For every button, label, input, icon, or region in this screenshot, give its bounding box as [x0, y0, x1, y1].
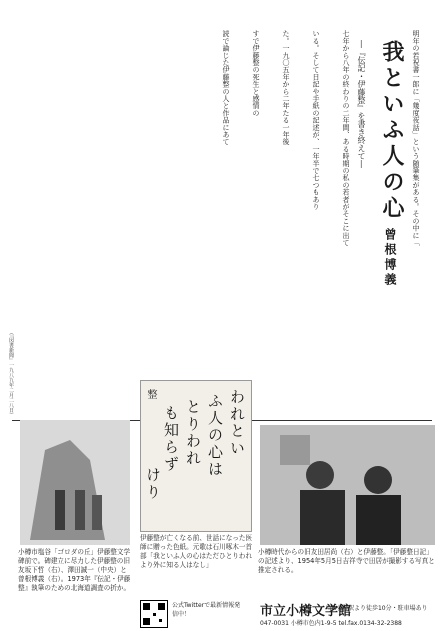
calligraphy-signature: 整 — [145, 389, 156, 401]
portrait-caption: 小樽時代からの旧友田居尚（右）と伊藤整。「伊藤整日記」の記述より、1954年5月5日吉祥寺で田居が撮影する写真と推定される。 — [258, 548, 435, 574]
twitter-notice: 公式Twitterで最新情報発信中！ — [172, 602, 241, 618]
article-title: 我といふ人の心 — [379, 40, 405, 222]
calligraphy-line: われとい — [228, 389, 246, 457]
museum-address: 047-0031 小樽市色内1-9-5 tel.fax.0134-32-2388 — [260, 620, 402, 627]
calligraphy-line: とりわれ — [184, 399, 202, 467]
credit-line: （『図書新聞』一九八九年二月二八日） — [8, 330, 14, 418]
monument-caption: 小樽市塩谷「ゴロダの丘」伊藤整文学碑前で。碑建立に尽力した伊藤整の旧友坂下哲（右）、澤田誠一（中央）と曾根博義（右）。1973年『伝記・伊藤整』執筆のための北海道調査の折か。 — [18, 548, 131, 592]
body-column: 七年から八年の終わりの二年間、ある時期の私の若者がそこに出て — [342, 30, 350, 246]
monument-photo — [20, 420, 130, 545]
qr-code-icon — [140, 600, 168, 628]
calligraphy-card — [140, 380, 252, 532]
portrait-photo — [260, 425, 435, 545]
body-column: いる。そして日記や手紙の記述が、一年半で七つもあり — [312, 30, 320, 210]
body-column: た。一九〇五年から二年たる一年後 — [282, 30, 290, 146]
calligraphy-caption: 伊藤整が亡くなる前、世話になった医師に贈った色紙。元歌は石川啄木一首部「我といふ人の心はただひとりわれより外に知る人はなし」 — [140, 534, 253, 569]
calligraphy-line: ふ人の心は — [206, 393, 224, 478]
museum-name: 市立小樽文学館 — [260, 604, 352, 619]
body-column: 読で論じた伊藤整の人と作品にあて — [222, 30, 230, 146]
calligraphy-line: も知らず — [162, 405, 180, 473]
body-column: 明年の若祝書一郎に「幾度夜話」という随筆集がある。その中に「 — [412, 30, 420, 246]
calligraphy-line: けり — [144, 467, 162, 501]
article-subtitle: ―『伝記・伊藤整』を書き終えて― — [357, 40, 366, 168]
body-column: すで伊藤整の死生と感情の — [252, 30, 260, 117]
museum-access: JR小樽駅より徒歩10分・駐車場あり — [330, 605, 428, 612]
author-name: 曾根博義 — [383, 228, 397, 288]
